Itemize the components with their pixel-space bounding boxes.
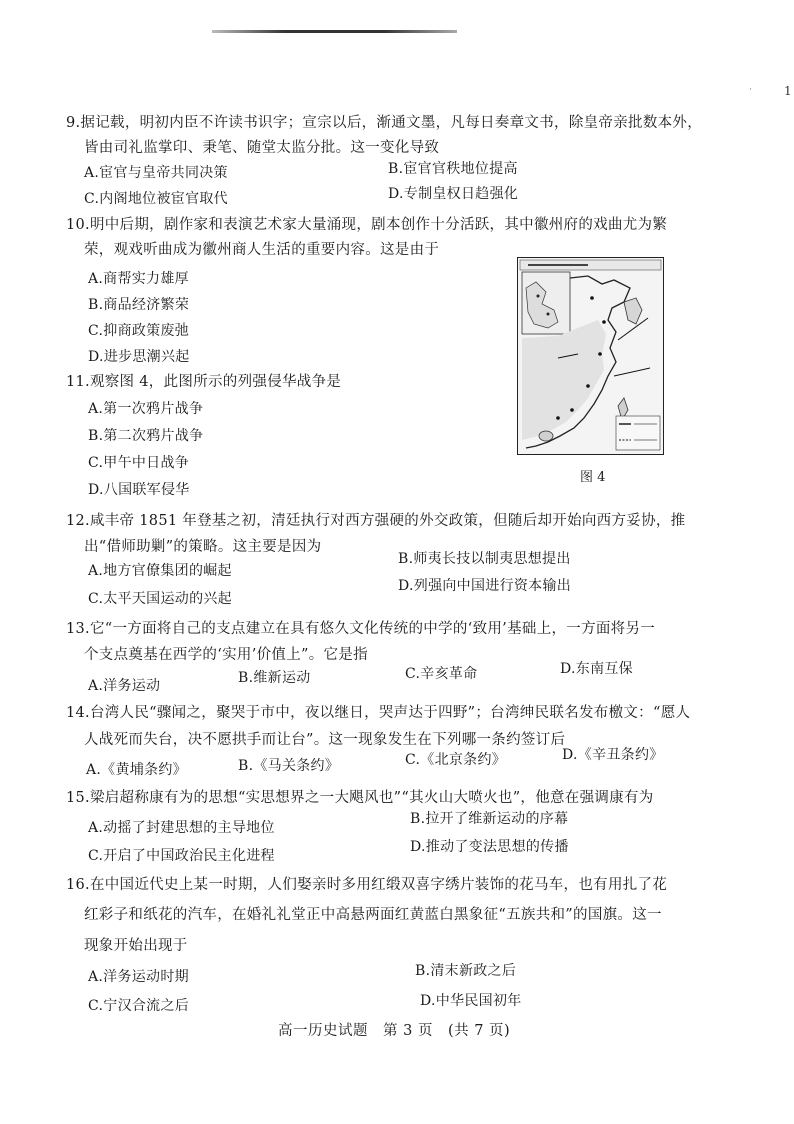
q16-stem-line1: 16.在中国近代史上某一时期，人们娶亲时多用红缎双喜字绣片装饰的花马车，也有用扎了花 [66,877,668,893]
q12-option-a: A.地方官僚集团的崛起 [88,563,232,579]
scan-mark: ˙ [748,88,753,99]
q16-option-c: C.宁汉合流之后 [88,998,190,1014]
q13-option-c: C.辛亥革命 [405,666,478,682]
q12-option-d: D.列强向中国进行资本输出 [398,578,572,594]
q11-stem: 11.观察图 4，此图所示的列强侵华战争是 [66,374,342,390]
q10-stem-line1: 10.明中后期，剧作家和表演艺术家大量涌现，剧本创作十分活跃，其中徽州府的戏曲尤为繁 [66,217,668,233]
q9-option-d: D.专制皇权日趋强化 [388,186,519,202]
figure-caption: 图 4 [580,470,606,485]
q10-option-b: B.商品经济繁荣 [88,297,190,313]
q11-option-d: D.八国联军侵华 [88,482,190,498]
q16-stem-line3: 现象开始出现于 [84,938,188,954]
war-map-graphic [518,258,663,454]
q14-option-a: A.《黄埔条约》 [86,762,187,778]
figure-4-map [517,257,664,455]
q10-option-d: D.进步思潮兴起 [88,349,190,365]
q9-option-c: C.内阁地位被宦官取代 [84,191,228,207]
q10-option-a: A.商帮实力雄厚 [88,271,189,287]
q13-stem-line1: 13.它“一方面将自己的支点建立在具有悠久文化传统的中学的‘致用’基础上，一方面将另一 [66,621,656,637]
q15-option-c: C.开启了中国政治民主化进程 [88,848,275,864]
q9-option-b: B.宦官官秩地位提高 [388,161,518,177]
q14-option-d: D.《辛丑条约》 [562,747,664,763]
q14-option-c: C.《北京条约》 [405,752,507,768]
q16-option-b: B.清末新政之后 [415,963,517,979]
q11-option-a: A.第一次鸦片战争 [88,401,204,417]
q14-stem-line1: 14.台湾人民“骤闻之，聚哭于市中，夜以继日，哭声达于四野”；台湾绅民联名发布檄文：“愿人 [66,705,691,721]
q10-option-c: C.抑商政策废弛 [88,323,190,339]
q15-option-b: B.拉开了维新运动的序幕 [410,811,569,827]
q11-option-b: B.第二次鸦片战争 [88,428,204,444]
q13-option-b: B.维新运动 [238,670,311,686]
q11-option-c: C.甲午中日战争 [88,455,190,471]
q16-option-d: D.中华民国初年 [420,993,522,1009]
q13-option-d: D.东南互保 [560,661,633,677]
top-scan-line [212,30,457,33]
q13-stem-line2: 个支点奠基在西学的‘实用’价值上”。它是指 [84,647,368,663]
q16-stem-line2: 红彩子和纸花的汽车，在婚礼礼堂正中高悬两面红黄蓝白黑象征“五族共和”的国旗。这一 [84,907,662,923]
q9-stem-line2: 皆由司礼监掌印、秉笔、随堂太监分批。这一变化导致 [84,140,440,156]
q12-stem-line1: 12.咸丰帝 1851 年登基之初，清廷执行对西方强硬的外交政策，但随后却开始向西方妥协，推 [66,513,686,529]
page-footer: 高一历史试题 第 3 页 (共 7 页) [278,1023,511,1039]
q14-option-b: B.《马关条约》 [238,758,340,774]
q12-stem-line2: 出“借师助剿”的策略。这主要是因为 [84,539,322,555]
q9-option-a: A.宦官与皇帝共同决策 [84,165,228,181]
q13-option-a: A.洋务运动 [88,678,161,694]
q9-stem-line1: 9.据记载，明初内臣不许读书识字；宣宗以后，渐通文墨，凡每日奏章文书，除皇帝亲批数本外， [66,115,703,131]
q15-option-a: A.动摇了封建思想的主导地位 [88,820,275,836]
q14-stem-line2: 人战死而失台，决不愿拱手而让台”。这一现象发生在下列哪一条约签订后 [84,732,566,748]
q12-option-b: B.师夷长技以制夷思想提出 [398,551,571,567]
page-corner-number: 1 [784,84,792,98]
q15-stem: 15.梁启超称康有为的思想“实思想界之一大飓风也”“其火山大喷火也”，他意在强调康有为 [66,790,654,806]
q16-option-a: A.洋务运动时期 [88,969,189,985]
q12-option-c: C.太平天国运动的兴起 [88,591,232,607]
q10-stem-line2: 荣，观戏听曲成为徽州商人生活的重要内容。这是由于 [84,242,440,258]
q15-option-d: D.推动了变法思想的传播 [410,839,569,855]
